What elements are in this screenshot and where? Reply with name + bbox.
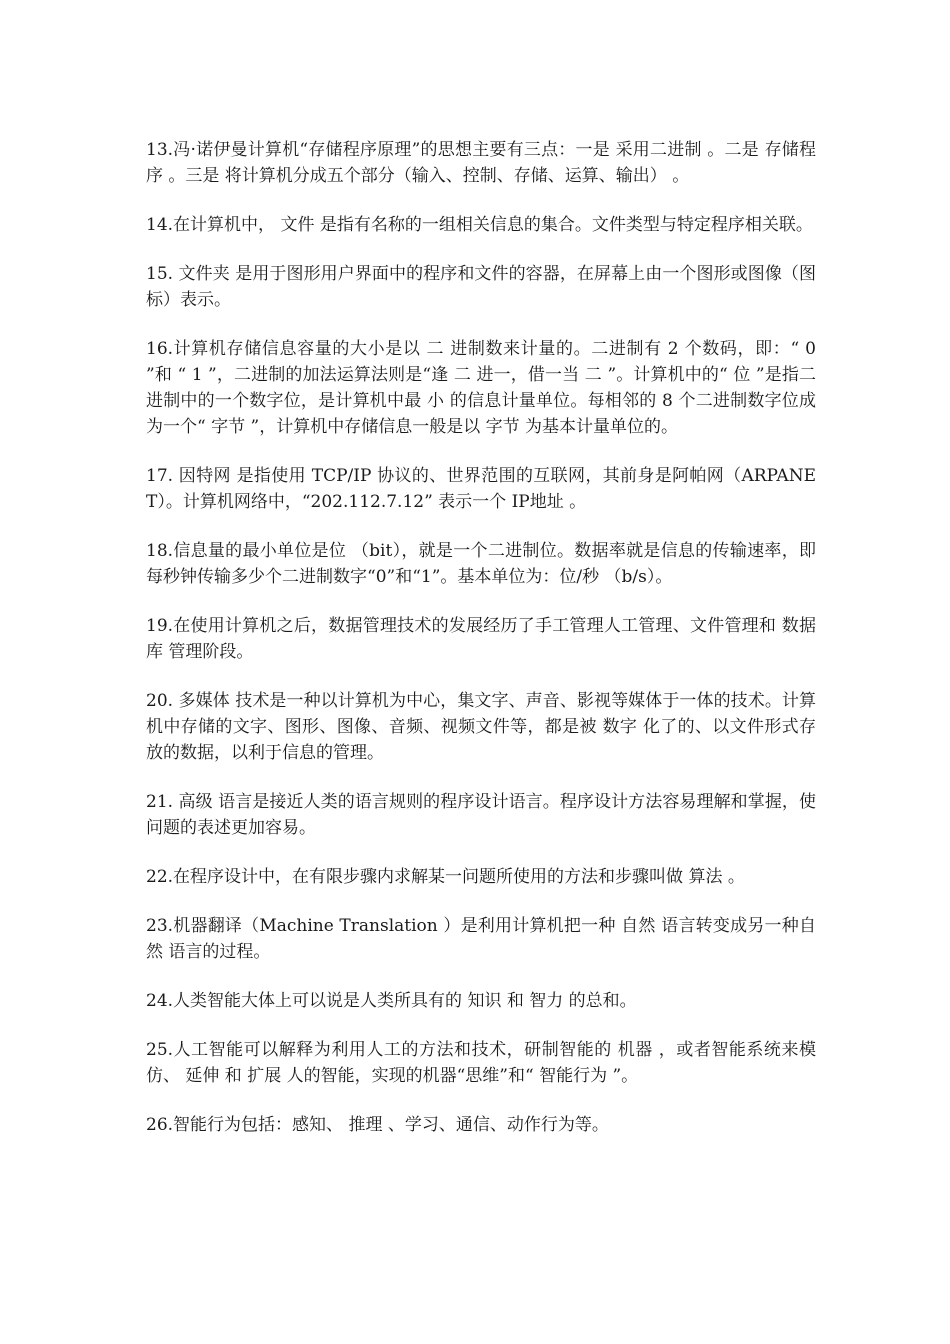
paragraph-13: 13.冯·诺伊曼计算机“存储程序原理”的思想主要有三点：一是 采用二进制 。二是 存储程序 。三是 将计算机分成五个部分（输入、控制、存储、运算、输出） 。 (146, 140, 816, 186)
paragraph-24: 24.人类智能大体上可以说是人类所具有的 知识 和 智力 的总和。 (146, 991, 637, 1011)
paragraph-19: 19.在使用计算机之后，数据管理技术的发展经历了手工管理人工管理、文件管理和 数据库 管理阶段。 (146, 616, 816, 662)
paragraph-26: 26.智能行为包括：感知、 推理 、学习、通信、动作行为等。 (146, 1115, 609, 1135)
paragraph-23: 23.机器翻译（Machine Translation ）是利用计算机把一种 自然 语言转变成另一种自然 语言的过程。 (146, 916, 816, 962)
paragraph-21: 21. 高级 语言是接近人类的语言规则的程序设计语言。程序设计方法容易理解和掌握，使问题的表述更加容易。 (146, 792, 816, 838)
paragraph-25: 25.人工智能可以解释为利用人工的方法和技术，研制智能的 机器 ，或者智能系统来模仿、 延伸 和 扩展 人的智能，实现的机器“思维”和“ 智能行为 ”。 (146, 1040, 816, 1086)
paragraph-16: 16.计算机存储信息容量的大小是以 二 进制数来计量的。二进制有 2 个数码，即：“ 0 ”和 “ 1 ”，二进制的加法运算法则是“逢 二 进一，借一当 二 ”。计算机中的“ 位 ”是指二进制中的一个数字位，是计算机中最 小 的信息计量单位。每相邻的 8 个二进制数字位成为一个“ 字节 ”，计算机中存储信息一般是以 字节 为基本计量单位的。 (146, 339, 816, 437)
paragraph-20: 20. 多媒体 技术是一种以计算机为中心，集文字、声音、影视等媒体于一体的技术。计算机中存储的文字、图形、图像、音频、视频文件等，都是被 数字 化了的、以文件形式存放的数据，以利于信息的管理。 (146, 691, 816, 763)
paragraph-17: 17. 因特网 是指使用 TCP/IP 协议的、世界范围的互联网，其前身是阿帕网（ARPANET）。计算机网络中，“202.112.7.12” 表示一个 IP地址 。 (146, 466, 816, 512)
paragraph-15: 15. 文件夹 是用于图形用户界面中的程序和文件的容器，在屏幕上由一个图形或图像（图标）表示。 (146, 264, 816, 310)
paragraph-18: 18.信息量的最小单位是位 （bit），就是一个二进制位。数据率就是信息的传输速率，即每秒钟传输多少个二进制数字“0”和“1”。基本单位为：位/秒 （b/s）。 (146, 541, 816, 587)
paragraph-14: 14.在计算机中， 文件 是指有名称的一组相关信息的集合。文件类型与特定程序相关联。 (146, 215, 813, 235)
paragraph-22: 22.在程序设计中，在有限步骤内求解某一问题所使用的方法和步骤叫做 算法 。 (146, 867, 745, 887)
document-page (146, 137, 816, 1161)
